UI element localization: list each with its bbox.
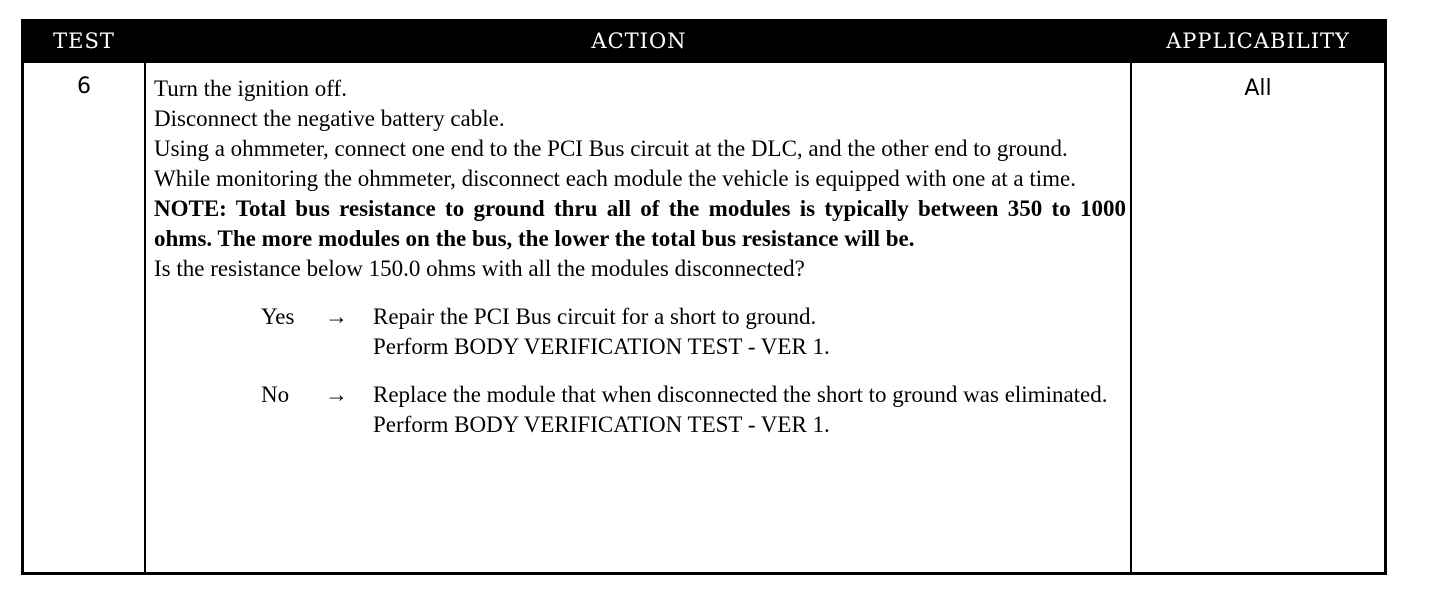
header-action: ACTION: [591, 29, 687, 53]
step-text: Turn the ignition off.: [154, 76, 347, 101]
right-arrow-icon: →: [325, 304, 348, 329]
yes-result: [373, 302, 1126, 362]
question-text: Is the resistance below 150.0 ohms with all the modules disconnected?: [154, 256, 805, 281]
test-number: 6: [77, 74, 91, 99]
column-divider: [144, 63, 146, 572]
result-line: Perform BODY VERIFICATION TEST - VER 1.: [373, 412, 830, 437]
note-text: NOTE: Total bus resistance to ground thru all of the modules is typically between 350 to 1000 ohms. The more modules on the bus, the lower the total bus resistance will be.: [154, 196, 1126, 251]
step-text: Disconnect the negative battery cable.: [154, 106, 505, 131]
applicability-value: All: [1244, 76, 1272, 101]
step-text: Using a ohmmeter, connect one end to the PCI Bus circuit at the DLC, and the other end to ground.: [154, 136, 1068, 161]
result-line: Perform BODY VERIFICATION TEST - VER 1.: [373, 334, 830, 359]
right-arrow-icon: →: [325, 382, 348, 407]
result-line: Repair the PCI Bus circuit for a short to ground.: [373, 304, 817, 329]
column-divider: [1130, 63, 1132, 572]
header-test: TEST: [53, 29, 115, 53]
result-line: Replace the module that when disconnected the short to ground was eliminated.: [373, 382, 1108, 407]
header-applicability: APPLICABILITY: [1166, 29, 1350, 53]
step-text: While monitoring the ohmmeter, disconnect each module the vehicle is equipped with one at a time.: [154, 166, 1076, 191]
action-cell: [154, 74, 1126, 440]
diagnostic-test-table: [21, 19, 1387, 575]
no-result: [373, 380, 1126, 440]
no-label: No: [261, 382, 290, 407]
no-branch: [154, 380, 1126, 440]
yes-branch: [154, 302, 1126, 362]
table-header: [24, 22, 1384, 63]
yes-label: Yes: [261, 304, 295, 329]
